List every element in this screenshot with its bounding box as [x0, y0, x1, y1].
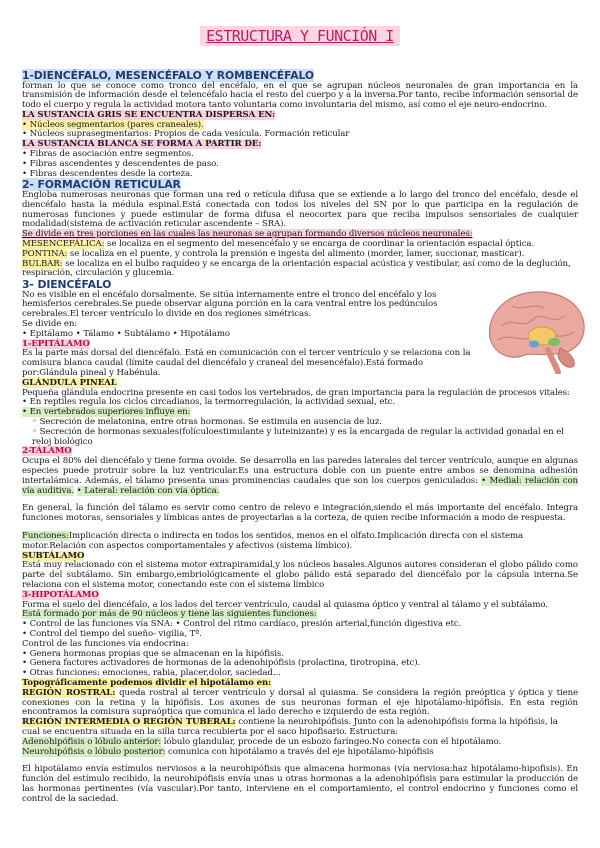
- talamo-funciones: Funciones:Implicación directa o indirecta en todos los sentidos, menos en el olfato.Implicación directa con el sistema motor.Relación con aspectos comportamentales y afectivos (sistema límbico).: [22, 530, 524, 551]
- paragraph-subtalamo: Está muy relacionado con el sistema motor extrapiramidal,y los núcleos basales.Algunos autores consideran el globo pálido como parte del subtálamo. Sin embargo,embriológicamente el globo pálido está separado del diencéfalo por la cápsula interna.Se relaciona con el sistema motor, conectando este con el sistema límbico: [22, 560, 578, 590]
- s3-parts: • Epitálamo • Tálamo • Subtálamo • Hipotálamo: [22, 328, 230, 339]
- paragraph-s3: No es visible en el encéfalo dorsalmente. Se sitúa internamente entre el tronco del encéfalo y los hemisferios cerebrales.Se puede observar alguna porción en la cara ventral entre los pedúnculos cerebrales.El tercer ventrículo lo divide en dos regiones simétricas.: [22, 289, 438, 320]
- document-page: [22, 0, 578, 804]
- hipotalamo-func-1: • Control de las funciones vía SNA: • Control del ritmo cardíaco, presión arterial,función digestiva etc.: [22, 619, 462, 630]
- heading-hipotalamo: 3-HIPOTÁLAMO: [22, 589, 99, 600]
- heading-pineal: GLÁNDULA PINEAL: [22, 377, 117, 388]
- reticular-bulbar: BULBAR: se localiza en el bulbo raquídeo y se encarga de la orientación espacial acústica y vestibular, así como de la deglución, respiración, circulación y glucemia.: [22, 258, 571, 279]
- document-body: [22, 70, 578, 804]
- heading-epitalamo: 1-EPITÁLAMO: [22, 338, 90, 349]
- paragraph-s2: Engloba numerosas neuronas que forman una red o retícula difusa que se extiende a lo largo del tronco del encéfalo, desde el diencéfalo hasta la médula espinal.Está conectada con todos los niveles del SN por lo que participa en la regulación de numerosas funciones y puede estimular de forma difusa el neocortex para que reciba impulsos sensoriales de cualquier modalidad(sistema de activación reticular ascendente – SRA).: [22, 189, 578, 230]
- title-wrap: [22, 26, 578, 50]
- page-title: ESTRUCTURA Y FUNCIÓN I: [200, 26, 400, 46]
- paragraph-final: El hipotálamo envía estímulos nerviosos a la neurohipófisis que almacena hormonas (vía nerviosa:haz hipotálamo-hipofisis). En función del estímulo recibido, la neurohipófisis envía unas u otras hormonas a la adenohipófisis para estimular la producción de las hormonas pertinentes (vía vascular).Por tanto, interviene en el comportamiento, el control endocrino y funciones como el control de la saciedad.: [22, 764, 578, 804]
- pineal-sub-1: ◦ Secreción de melatonina, entre otras hormonas. Se estimula en ausencia de luz.: [32, 417, 382, 427]
- brain-illustration: [482, 286, 590, 374]
- heading-s3: 3- DIENCÉFALO: [22, 278, 112, 292]
- gris-item-1: • Núcleos segmentarios (pares craneales).: [22, 119, 204, 130]
- blanca-item-3: • Fibras descendentes desde la corteza.: [22, 168, 193, 179]
- hipotalamo-endo-2: • Genera factores activadores de hormonas de la adenohipófisis (prolactina, tirotropina, etc).: [22, 658, 421, 669]
- blanca-item-1: • Fibras de asociación entre segmentos.: [22, 149, 194, 160]
- heading-s1: 1-DIENCÉFALO, MESENCÉFALO Y ROMBENCÉFALO: [22, 69, 314, 82]
- paragraph-epitalamo: Es la parte más dorsal del diencéfalo. Está en comunicación con el tercer ventrículo y se relaciona con la comisura blanca caudal (límite caudal del diencéfalo y craneal del mesencéfalo).Está formado por:Glándula pineal y Habénula.: [22, 348, 471, 379]
- neurohipofisis: Neurohipófisis o lóbulo posterior: comunica con hipotálamo a través del eje hipotálamo-hipófisis: [22, 746, 434, 757]
- s2-divide: Se divide en tres porciones en las cuales las neuronas se agrupan formando diversos núcleos neuronales:: [22, 229, 473, 240]
- blanca-heading: LA SUSTANCIA BLANCA SE FORMA A PARTIR DE:: [22, 139, 262, 150]
- paragraph-hipotalamo: Forma el suelo del diencéfalo, a los lados del tercer ventrículo, caudal al quiasma óptico y ventral al tálamo y el subtálamo.: [22, 599, 548, 610]
- hipotalamo-func-2: • Control del tiempo del sueño- vigilia, Tª.: [22, 628, 202, 639]
- hipotalamo-formed: Está formado por más de 90 núcleos y tiene las siguientes funciones:: [22, 609, 317, 620]
- paragraph-talamo-funcion: En general, la función del tálamo es servir como centro de relevo e integración,siendo el más importante del encéfalo. Integra funciones motoras, sensoriales y límbicas antes de proyectarlas a la corteza, de quien recibe información a modo de respuesta.: [22, 503, 578, 524]
- pineal-item-1: • En reptiles regula los ciclos circadianos, la termorregulación, la actividad sexual, etc.: [22, 397, 396, 408]
- gris-item-2: • Núcleos suprasegmentarios: Propios de cada vesícula. Formación reticular: [22, 129, 350, 140]
- reticular-mesencefalica: MESENCEFÁLICA: se localiza en el segmento del mesencéfalo y se encarga de coordinar la orientación espacial óptica.: [22, 238, 535, 249]
- hipotalamo-endo-3: • Otras funciones: emociones, rabia, placer,dolor, saciedad...: [22, 668, 281, 679]
- hipotalamo-endocrina: Control de las funciones vía endocrina:: [22, 638, 189, 649]
- heading-subtalamo: SUBTÁLAMO: [22, 550, 85, 561]
- region-tuberal: REGIÓN INTERMEDIA O REGIÓN TUBERAL: contiene la neurohipófisis. Junto con la adenohipófisis forma la hipófisis, la cual se encuentra situada en la silla turca recubierta por el saco hipofisario. Estructura:: [22, 717, 558, 737]
- paragraph-talamo: Ocupa el 80% del diencéfalo y tiene forma ovoide. Se desarrolla en las paredes laterales del tercer ventrículo, aunque en algunas especies puede protruir sobre la luz ventricular.Es una estructura doble con un puente entre ambos se denomina adhesión intertalámica. Además, el tálamo presenta unas prominencias caudales que son los cuerpos geniculados: • Medial: relación con vía auditiva. • Lateral: relación con vía óptica.: [22, 456, 578, 496]
- region-rostral: REGIÓN ROSTRAL: queda rostral al tercer ventrículo y dorsal al quiasma. Se considera la región preóptica y óptica y tiene conexiones con la retina y la hipófisis. Los axones de sus neuronas forman el eje hipotálamo-hipófisis. En esta región encontramos la comisura supraóptica que comunica el lado derecho e izquierdo de esta región.: [22, 687, 578, 718]
- gris-heading: LA SUSTANCIA GRIS SE ENCUENTRA DISPERSA EN:: [22, 109, 276, 120]
- hipotalamo-endo-1: • Genera hormonas propias que se almacenan en la hipófisis.: [22, 648, 284, 659]
- heading-topografia: Topográficamente podemos dividir el hipotálamo en:: [22, 677, 272, 688]
- paragraph-pineal: Pequeña glándula endocrina presente en casi todos los vertebrados, de gran importancia para la regulación de procesos vitales:: [22, 387, 570, 398]
- s3-divide: Se divide en:: [22, 319, 78, 330]
- heading-s2: 2- FORMACIÓN RETICULAR: [22, 178, 181, 192]
- paragraph-s1: forman lo que se conoce como tronco del encéfalo, en el que se agrupan núcleos neuronales de gran importancia en la transmisión de información desde el telencéfalo hacia el resto del cuerpo y a la inversa.Por tanto, recibe información sensorial de todo el cuerpo y regula la actividad motora tanto voluntaria como involuntaria del mismo, así como el eje neuro-endocrino.: [22, 80, 578, 111]
- pineal-sub-2: ◦ Secreción de hormonas sexuales(folículoestimulante y luteinizante) y es la encargada de regular la actividad gonadal en el reloj biológico: [32, 426, 564, 447]
- pineal-item-2: • En vertebrados superiores influye en:: [22, 407, 191, 418]
- blanca-item-2: • Fibras ascendentes y descendentes de paso.: [22, 158, 219, 169]
- heading-talamo: 2-TÁLAMO: [22, 446, 72, 457]
- reticular-pontina: PONTINA: se localiza en el puente, y controla la prensión e ingesta del alimento (morder, lamer, succionar, masticar).: [22, 248, 525, 259]
- adenohipofisis: Adenohipófisis o lóbulo anterior: lóbulo glandular, procede de un esbozo faríngeo.No conecta con el hipotálamo.: [22, 736, 502, 747]
